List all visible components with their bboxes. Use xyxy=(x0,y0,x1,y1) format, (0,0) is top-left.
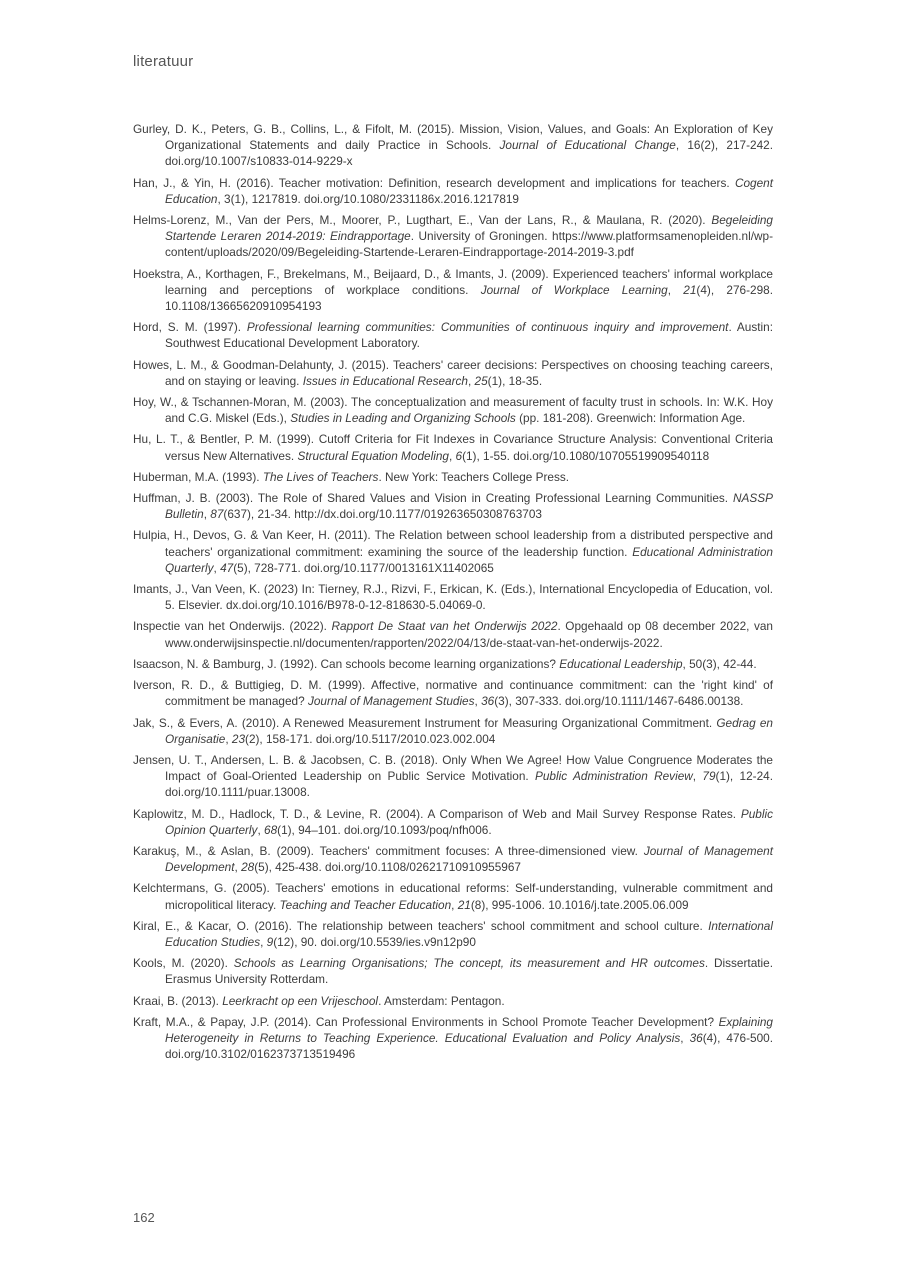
reference-text: , xyxy=(667,282,684,297)
reference-entry xyxy=(133,266,773,315)
reference-text: (12), 90. doi.org/10.5539/ies.v9n12p90 xyxy=(273,934,476,949)
reference-italic-text: Educational Administration Quarterly xyxy=(165,544,773,575)
reference-text: (5), 728-771. doi.org/10.1177/0013161X11402065 xyxy=(233,560,494,575)
reference-text: , xyxy=(474,694,482,709)
reference-text: Hulpia, H., Devos, G. & Van Keer, H. (2011). The Relation between school leadership from a distributed perspective and teachers' organizational commitment: examining the source of the leadership function. xyxy=(133,528,773,559)
reference-text: Kiral, E., & Kacar, O. (2016). The relationship between teachers' school commitment and school culture. xyxy=(133,918,709,933)
reference-italic-text: 87 xyxy=(210,507,224,522)
reference-text: Kelchtermans, G. (2005). Teachers' emotions in educational reforms: Self-understanding, vulnerable commitment and micropolitical literacy. xyxy=(133,881,773,912)
reference-entry xyxy=(133,490,773,522)
reference-entry xyxy=(133,212,773,261)
reference-italic-text: Public Opinion Quarterly xyxy=(165,806,773,837)
reference-text: Huffman, J. B. (2003). The Role of Shared Values and Vision in Creating Professional Learning Communities. xyxy=(133,491,733,506)
reference-text: (8), 995-1006. 10.1016/j.tate.2005.06.009 xyxy=(470,897,689,912)
reference-italic-text: Professional learning communities: Communities of continuous inquiry and improvement xyxy=(246,320,729,335)
reference-italic-text: 21 xyxy=(683,282,697,297)
reference-text: Jensen, U. T., Andersen, L. B. & Jacobsen, C. B. (2018). Only When We Agree! How Value Congruence Moderates the Impact of Goal-Oriented Leadership on Public Service Motivation. xyxy=(133,752,773,784)
page-number: 162 xyxy=(133,1210,155,1225)
reference-text: (4), 476-500. doi.org/10.3102/0162373713519496 xyxy=(165,1030,773,1062)
reference-italic-text: 21 xyxy=(457,897,471,912)
reference-text: (1), 1-55. doi.org/10.1080/10705519909540118 xyxy=(462,448,710,463)
reference-text: , 3(1), 1217819. doi.org/10.1080/2331186x.2016.1217819 xyxy=(217,191,519,206)
reference-italic-text: Journal of Management Studies xyxy=(307,694,475,709)
reference-text: . New York: Teachers College Press. xyxy=(378,469,570,484)
reference-entry xyxy=(133,469,773,485)
reference-text: , xyxy=(448,448,456,463)
reference-italic-text: Begeleiding Startende Leraren 2014-2019: Eindrapportage xyxy=(165,213,773,244)
reference-text: , xyxy=(203,507,211,522)
reference-italic-text: 36 xyxy=(689,1030,703,1045)
reference-text: (5), 425-438. doi.org/10.1108/02621710910955967 xyxy=(254,860,521,875)
reference-text: Hu, L. T., & Bentler, P. M. (1999). Cutoff Criteria for Fit Indexes in Covariance Structure Analysis: Conventional Criteria versus New Alternatives. xyxy=(133,432,773,463)
reference-text: , xyxy=(234,860,242,875)
reference-italic-text: Schools as Learning Organisations; The concept, its measurement and HR outcomes xyxy=(233,956,705,971)
reference-text: Kraai, B. (2013). xyxy=(133,993,223,1008)
reference-text: Huberman, M.A. (1993). xyxy=(133,469,263,484)
reference-italic-text: Structural Equation Modeling xyxy=(297,448,449,463)
reference-text: , xyxy=(257,822,265,837)
reference-entry xyxy=(133,993,773,1009)
reference-italic-text: Public Administration Review xyxy=(535,769,693,784)
reference-text: , xyxy=(213,560,221,575)
reference-italic-text: Cogent Education xyxy=(165,175,773,206)
reference-italic-text: 36 xyxy=(481,694,495,709)
reference-text: Hord, S. M. (1997). xyxy=(133,320,247,335)
reference-text: Inspectie van het Onderwijs. (2022). xyxy=(133,619,332,634)
reference-text: Kools, M. (2020). xyxy=(133,956,234,971)
reference-text: Jak, S., & Evers, A. (2010). A Renewed Measurement Instrument for Measuring Organizational Commitment. xyxy=(133,715,717,730)
reference-italic-text: Journal of Workplace Learning xyxy=(480,282,668,297)
reference-entry xyxy=(133,843,773,875)
reference-text: , xyxy=(467,373,475,388)
reference-entry xyxy=(133,394,773,426)
reference-entry xyxy=(133,880,773,912)
reference-entry xyxy=(133,752,773,801)
reference-entry xyxy=(133,175,773,207)
reference-text: Han, J., & Yin, H. (2016). Teacher motivation: Definition, research development and implications for teachers. xyxy=(133,175,735,190)
reference-italic-text: Studies in Leading and Organizing Schools xyxy=(290,411,516,426)
reference-italic-text: 25 xyxy=(474,373,488,388)
reference-entry xyxy=(133,319,773,351)
reference-text: (637), 21-34. http://dx.doi.org/10.1177/019263650308763703 xyxy=(223,507,542,522)
reference-text: Kaplowitz, M. D., Hadlock, T. D., & Levine, R. (2004). A Comparison of Web and Mail Survey Response Rates. xyxy=(133,806,741,821)
reference-italic-text: 6 xyxy=(455,448,463,463)
reference-text: , xyxy=(260,934,267,949)
reference-text: Kraft, M.A., & Papay, J.P. (2014). Can Professional Environments in School Promote Teacher Development? xyxy=(133,1014,719,1029)
reference-italic-text: Journal of Educational Change xyxy=(499,138,676,153)
reference-text: (pp. 181-208). Greenwich: Information Age. xyxy=(515,411,746,426)
reference-text: . University of Groningen. https://www.platformsamenopleiden.nl/wp-content/uploads/2020/09/Begeleiding-Startende-Leraren-Eindrapportage-2014-2019-3.pdf xyxy=(165,229,773,260)
reference-text: , xyxy=(451,897,458,912)
reference-text: Hoy, W., & Tschannen-Moran, M. (2003). The conceptualization and measurement of faculty trust in schools. In: W.K. Hoy and C.G. Miskel (Eds.), xyxy=(133,395,773,426)
reference-text: (1), 94–101. doi.org/10.1093/poq/nfh006. xyxy=(277,822,492,837)
reference-italic-text: Teaching and Teacher Education xyxy=(279,897,452,912)
reference-italic-text: 23 xyxy=(231,731,246,746)
reference-text: Isaacson, N. & Bamburg, J. (1992). Can schools become learning organizations? xyxy=(133,656,560,671)
reference-text: Iverson, R. D., & Buttigieg, D. M. (1999). Affective, normative and continuance commitment: can the 'right kind' of commitment be managed? xyxy=(133,678,773,709)
reference-text: . Austin: Southwest Educational Development Laboratory. xyxy=(165,320,773,351)
reference-italic-text: Journal of Management Development xyxy=(165,843,773,875)
reference-entry xyxy=(133,1014,773,1063)
reference-text: (1), 12-24. doi.org/10.1111/puar.13008. xyxy=(165,769,773,800)
reference-text: . Opgehaald op 08 december 2022, van www.onderwijsinspectie.nl/documenten/rapporten/2022/04/13/de-staat-van-het-onderwijs-2022. xyxy=(165,619,773,650)
reference-text: , 50(3), 42-44. xyxy=(682,656,757,671)
reference-italic-text: Leerkracht op een Vrijeschool xyxy=(222,993,379,1008)
reference-entry xyxy=(133,715,773,747)
reference-text: (2), 158-171. doi.org/10.5117/2010.023.002.004 xyxy=(245,731,496,746)
reference-text: . Amsterdam: Pentagon. xyxy=(378,993,505,1008)
reference-italic-text: The Lives of Teachers xyxy=(262,469,379,484)
reference-italic-text: Issues in Educational Research xyxy=(302,373,468,388)
reference-entry xyxy=(133,581,773,613)
reference-entry xyxy=(133,121,773,170)
reference-text: Howes, L. M., & Goodman-Delahunty, J. (2015). Teachers' career decisions: Perspectives on choosing teaching careers, and on staying or leaving. xyxy=(133,357,773,388)
reference-text: . Dissertatie. Erasmus University Rotterdam. xyxy=(165,956,773,987)
reference-text: Helms-Lorenz, M., Van der Pers, M., Moorer, P., Lugthart, E., Van der Lans, R., & Maulana, R. (2020). xyxy=(133,213,712,228)
reference-entry xyxy=(133,955,773,987)
reference-text: Karakuş, M., & Aslan, B. (2009). Teachers' commitment focuses: A three-dimensioned view. xyxy=(133,843,644,858)
reference-italic-text: 9 xyxy=(266,934,274,949)
reference-italic-text: Explaining Heterogeneity in Returns to Teaching Experience. Educational Evaluation and Policy Analysis xyxy=(165,1014,773,1045)
reference-entry xyxy=(133,677,773,709)
reference-text: Hoekstra, A., Korthagen, F., Brekelmans, M., Beijaard, D., & Imants, J. (2009). Experienced teachers' informal workplace learning and perceptions of workplace conditions. xyxy=(133,266,773,297)
reference-italic-text: Educational Leadership xyxy=(559,656,683,671)
reference-italic-text: 47 xyxy=(220,560,234,575)
reference-text: , xyxy=(692,769,703,784)
reference-italic-text: International Education Studies xyxy=(165,918,773,949)
reference-entry xyxy=(133,527,773,576)
reference-list xyxy=(133,121,773,1067)
reference-text: Imants, J., Van Veen, K. (2023) In: Tierney, R.J., Rizvi, F., Erkican, K. (Eds.), International Encyclopedia of Education, vol. 5. Elsevier. dx.doi.org/10.1016/B978-0-12-818630-5.04069-0. xyxy=(133,582,773,613)
reference-entry xyxy=(133,806,773,838)
running-header: literatuur xyxy=(133,53,194,70)
reference-italic-text: Rapport De Staat van het Onderwijs 2022 xyxy=(331,619,558,634)
reference-text: (1), 18-35. xyxy=(487,373,543,388)
reference-entry xyxy=(133,656,773,672)
reference-entry xyxy=(133,357,773,389)
reference-text: (4), 276-298. 10.1108/13665620910954193 xyxy=(165,282,773,314)
reference-text: , 16(2), 217-242. doi.org/10.1007/s10833-014-9229-x xyxy=(165,138,773,169)
reference-entry xyxy=(133,618,773,650)
reference-italic-text: 28 xyxy=(241,860,255,875)
reference-text: , xyxy=(680,1030,690,1045)
reference-text: , xyxy=(225,731,232,746)
reference-text: (3), 307-333. doi.org/10.1111/1467-6486.00138. xyxy=(494,694,744,709)
reference-italic-text: Gedrag en Organisatie xyxy=(165,715,773,746)
reference-entry xyxy=(133,431,773,463)
reference-entry xyxy=(133,918,773,950)
reference-italic-text: 79 xyxy=(702,769,716,784)
reference-italic-text: NASSP Bulletin xyxy=(165,491,773,522)
reference-italic-text: 68 xyxy=(264,822,278,837)
reference-text: Gurley, D. K., Peters, G. B., Collins, L., & Fifolt, M. (2015). Mission, Vision, Values, and Goals: An Exploration of Key Organizational Statements and daily Practice in Schools. xyxy=(133,122,773,153)
